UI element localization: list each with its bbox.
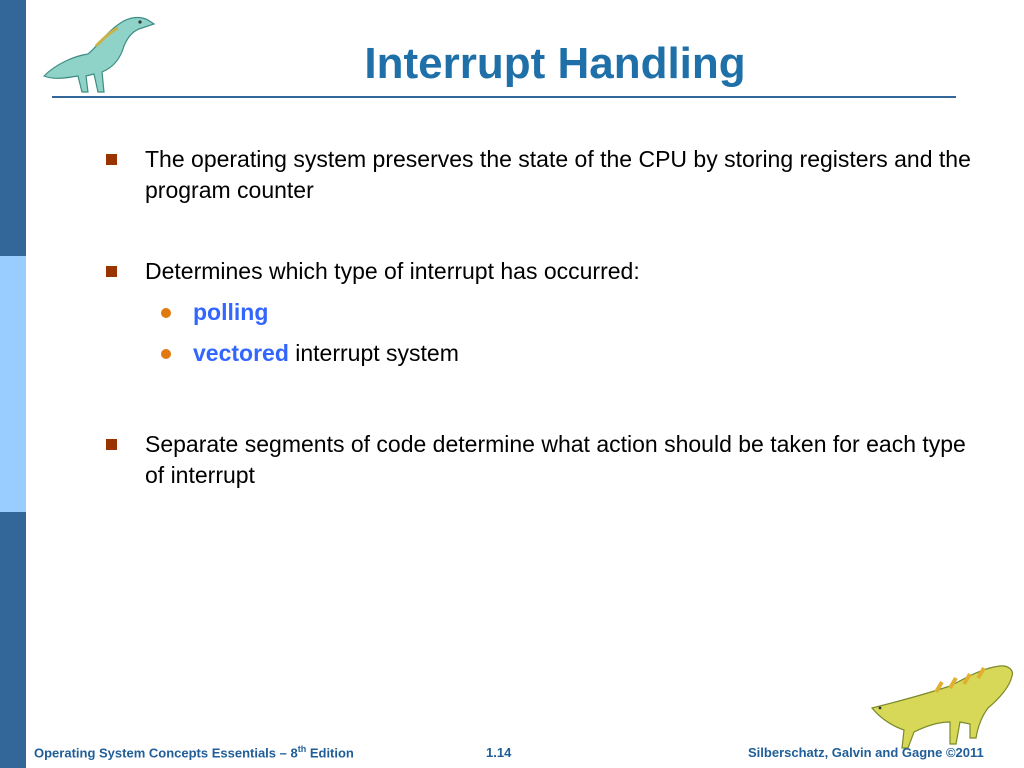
dinosaur-icon: [36, 6, 160, 98]
footer-page-number: 1.14: [486, 745, 512, 760]
square-bullet-icon: [106, 154, 117, 165]
bullet-item: [100, 429, 980, 491]
bullet-text: The operating system preserves the state of the CPU by storing registers and the program counter: [145, 146, 971, 203]
left-accent-bar: [0, 0, 26, 768]
slide-title: Interrupt Handling: [364, 39, 746, 88]
dinosaur-icon: [866, 656, 1016, 754]
keyword-text: vectored: [193, 340, 289, 366]
bullet-item: [100, 256, 980, 379]
slide-content: [100, 144, 980, 491]
sub-bullet-list: [145, 297, 640, 369]
footer-authors: Silberschatz, Galvin and Gagne ©2011: [748, 745, 984, 760]
sub-bullet-item: [161, 338, 640, 369]
square-bullet-icon: [106, 266, 117, 277]
bullet-text: Determines which type of interrupt has occurred:: [145, 258, 640, 284]
title-divider: [52, 96, 956, 98]
bullet-item: [100, 144, 980, 206]
square-bullet-icon: [106, 439, 117, 450]
left-accent-bar-light-section: [0, 256, 26, 512]
footer-book-title: Operating System Concepts Essentials – 8th Edition: [34, 743, 354, 760]
bullet-text: Separate segments of code determine what action should be taken for each type of interrupt: [145, 431, 966, 488]
sub-bullet-text: interrupt system: [288, 340, 459, 366]
round-bullet-icon: [161, 349, 171, 359]
keyword-text: polling: [193, 299, 269, 325]
sub-bullet-item: [161, 297, 640, 328]
round-bullet-icon: [161, 308, 171, 318]
